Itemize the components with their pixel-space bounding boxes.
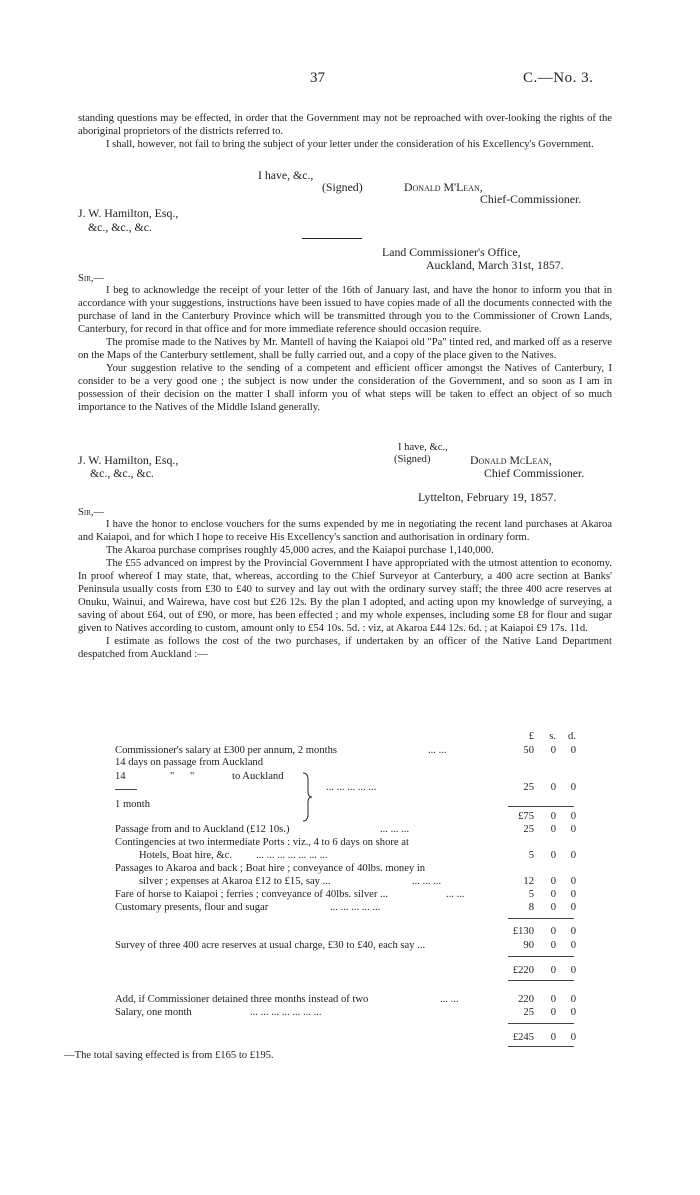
letter1-signature-name: Donald M'Lean, [404,180,483,194]
amount-pence: 0 [570,850,576,861]
amount-pence: 0 [570,811,576,822]
amount-pence: 0 [570,876,576,887]
page-number: 37 [310,70,325,86]
amount-shillings: 0 [550,824,556,835]
amount-pounds: 8 [528,902,534,913]
amount-shillings: 0 [550,811,556,822]
account-one-month-label: 1 month [115,799,151,810]
account-passage-to-days: 14 [115,771,126,782]
letter2-paragraph-1: I beg to acknowledge the receipt of your letter of the 16th of January last, and have the honor to inform you that in accordance with your suggestions, instructions have been issued to have copies made of all the documents connected with the purchase of land in the Canterbury Province which will be transmitted through you to the Commissioner of Crown Lands, Canterbury, for record in that office and for more immediate reference should occasion require. [78,285,612,335]
letter2-salutation: Sir,— [78,273,105,284]
account-passage-from-label: 14 days on passage from Auckland [115,757,263,768]
separator-rule [302,238,362,239]
letter2-place-date: Auckland, March 31st, 1857. [426,258,564,272]
account-akaroa-label-2: silver ; expenses at Akaroa £12 to £15, say ... [139,876,331,887]
amount-pounds: 25 [523,1007,534,1018]
document-id: C.—No. 3. [523,70,594,86]
amount-shillings: 0 [550,902,556,913]
letter1-closing: I have, &c., [258,168,314,182]
letter1-signed: (Signed) [322,180,363,194]
addressee1-name: J. W. Hamilton, Esq., [78,206,179,220]
account-akaroa-leader: ... ... ... [412,876,442,887]
amount-pence: 0 [570,1032,576,1043]
intro-paragraph-1: standing questions may be effected, in order that the Government may not be reproached with over-looking the rights of the aboriginal proprietors of the districts referred to. [78,113,612,137]
letter2-signature-title: Chief Commissioner. [484,466,585,480]
amount-shillings: 0 [550,782,556,793]
account-contingencies-label-2: Hotels, Boat hire, &c. [139,850,232,861]
amount-pence: 0 [570,940,576,951]
letter3-paragraph-1: I have the honor to enclose vouchers for the sums expended by me in negotiating the recent land purchases at Akaroa and Kaiapoi, and for which I hope to receive His Excellency's sanction and authorisation in ordinary form. [78,519,612,543]
amount-pounds: £130 [512,926,534,937]
account-salary-month-label: Salary, one month [115,1007,192,1018]
account-passage-ditto-1: " [170,771,175,782]
account-add-months-label: Add, if Commissioner detained three months instead of two [115,994,369,1005]
account-contingencies-label: Contingencies at two intermediate Ports : viz., 4 to 6 days on shore at [115,837,409,848]
account-total-rule [508,1023,574,1024]
account-presents-leader: ... ... ... ... ... [330,902,381,913]
account-horse-label: Fare of horse to Kaiapoi ; ferries ; conveyance of 40lbs. silver ... [115,889,388,900]
letter1-signature-title: Chief-Commissioner. [480,192,582,206]
amount-pence: 0 [570,782,576,793]
amount-pounds: 12 [523,876,534,887]
letter3-salutation: Sir,— [78,507,105,518]
closing-note: —The total saving effected is from £165 to £195. [64,1050,274,1061]
letter3-place-date: Lyttelton, February 19, 1857. [418,490,557,504]
letter2-paragraph-2: The promise made to the Natives by Mr. Mantell of having the Kaiapoi old "Pa" tinted red, and marked off as a reserve on the Maps of the Canterbury settlement, shall be fully carried out, and a copy of the place given to the Natives. [78,337,612,361]
amount-pounds: 25 [523,824,534,835]
amount-pounds: £245 [512,1032,534,1043]
letter2-signature-name: Donald McLean, [470,453,552,467]
account-short-rule [115,789,137,790]
amount-pounds: £220 [512,965,534,976]
letter3-paragraph-3: The £55 advanced on imprest by the Provincial Government I have appropriated with the utmost attention to economy. In proof whereof I may state, that, whereas, according to the Chief Surveyor at Canterbury, a 400 acre section at Banks' Peninsula usually costs from £30 to £40 to survey and lay out with the ordinary survey staff; the three 400 acre reserves at Onuku, Wainui, and Wairewa, have cost but £26 12s. By the plan I adopted, and acting upon my knowledge of surveying, a saving of about £64, out of £90, or more, has been effected ; and my whole expenses, including some £8 for flour and sugar given to Natives according to custom, amount only to £54 10s. 5d. : viz, at Akaroa £44 12s. 6d. ; at Kaiapoi £9 17s. 11d. [78,558,612,634]
intro-block [78,112,612,151]
addressee2-name: J. W. Hamilton, Esq., [78,453,179,467]
amount-pence: 0 [570,745,576,756]
amount-pounds: 90 [523,940,534,951]
account-subtotal3-under-rule [508,980,574,981]
letter3-paragraph-4: I estimate as follows the cost of the two purchases, if undertaken by an officer of the Native Land Department despatched from Auckland :— [78,636,612,660]
amount-pounds: 220 [518,994,534,1005]
amount-pence: 0 [570,824,576,835]
account-salary-label: Commissioner's salary at £300 per annum, 2 months [115,745,337,756]
amount-shillings: 0 [550,994,556,1005]
amount-shillings: 0 [550,926,556,937]
amount-pounds: 5 [528,850,534,861]
amount-pence: 0 [570,994,576,1005]
amount-pounds: 50 [523,745,534,756]
amount-pence: 0 [570,889,576,900]
letter2-signed: (Signed) [394,454,431,465]
account-salary-leader: ... ... [428,745,447,756]
letter2-office: Land Commissioner's Office, [382,245,521,259]
brace-symbol [302,772,312,822]
account-presents-label: Customary presents, flour and sugar [115,902,269,913]
letter3-body [78,518,612,661]
pounds-header: £ [528,731,534,742]
shillings-header: s. [549,731,556,742]
amount-shillings: 0 [550,889,556,900]
addressee2-etc: &c., &c., &c. [90,466,154,480]
amount-shillings: 0 [550,965,556,976]
account-horse-leader: ... ... [446,889,465,900]
amount-pence: 0 [570,1007,576,1018]
account-passage-and-label: Passage from and to Auckland (£12 10s.) [115,824,290,835]
account-subtotal2-rule [508,918,574,919]
amount-pounds: 25 [523,782,534,793]
account-passage-and-leader: ... ... ... [380,824,410,835]
account-passage-ditto-2: " [190,771,195,782]
account-passage-leader: ... ... ... ... ... [326,782,377,793]
account-contingencies-leader: ... ... ... ... ... ... ... [256,850,328,861]
letter2-paragraph-3: Your suggestion relative to the sending of a competent and efficient officer amongst the Natives of Canterbury, I consider to be a very good one ; the subject is now under the consideration of the Government, and so soon as I am in possession of their decision on the matter I shall inform you of what steps will be taken to effect an object of so much importance to the Natives of the Middle Island generally. [78,363,612,413]
amount-pence: 0 [570,902,576,913]
pence-header: d. [568,731,576,742]
amount-shillings: 0 [550,940,556,951]
intro-paragraph-2: I shall, however, not fail to bring the subject of your letter under the consideration of his Excellency's Government. [106,139,594,150]
amount-pounds: £75 [518,811,534,822]
amount-pence: 0 [570,965,576,976]
letter3-paragraph-2: The Akaroa purchase comprises roughly 45,000 acres, and the Kaiapoi purchase 1,140,000. [106,545,494,556]
account-akaroa-label: Passages to Akaroa and back ; Boat hire ; conveyance of 40lbs. money in [115,863,426,874]
account-total-under-rule [508,1046,574,1047]
letter2-closing: I have, &c., [398,442,448,453]
amount-pounds: 5 [528,889,534,900]
account-subtotal3-rule [508,956,574,957]
account-add-months-leader: ... ... [440,994,459,1005]
amount-shillings: 0 [550,850,556,861]
amount-shillings: 0 [550,1032,556,1043]
amount-pence: 0 [570,926,576,937]
addressee1-etc: &c., &c., &c. [88,220,152,234]
account-survey-label: Survey of three 400 acre reserves at usual charge, £30 to £40, each say ... [115,940,426,951]
account-subtotal1-rule [508,806,574,807]
account-salary-month-leader: ... ... ... ... ... ... ... [250,1007,322,1018]
amount-shillings: 0 [550,876,556,887]
amount-shillings: 0 [550,745,556,756]
letter2-body [78,284,612,414]
account-passage-to-label: to Auckland [232,771,284,782]
amount-shillings: 0 [550,1007,556,1018]
